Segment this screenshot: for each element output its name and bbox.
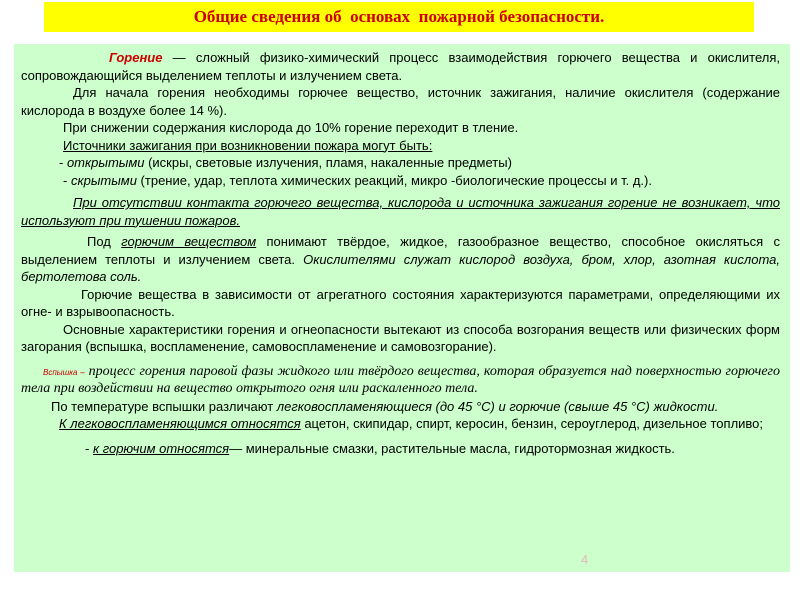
hidden-sources-text: (трение, удар, теплота химических реакций, микро -биологические процессы и т. д.). — [136, 172, 652, 188]
conditions-text: Для начала горения необходимы горючее вещество, источник зажигания, наличие окислителя (содержание кислорода в воздухе более 14 %). — [21, 85, 780, 118]
paragraph-flammable-list — [21, 415, 780, 433]
ignition-sources-heading: Источники зажигания при возникновении пожара могут быть: — [63, 137, 433, 153]
paragraph-combustion-definition — [21, 49, 780, 84]
page-number: 4 — [581, 552, 589, 567]
title-bar — [44, 2, 754, 32]
no-contact-text: При отсутствии контакта горючего вещества, кислорода и источника зажигания горение не возникает, что используют при тушении пожаров. — [21, 195, 780, 228]
combustible-prefix: Под — [87, 234, 122, 249]
list-item-hidden-sources — [21, 172, 780, 190]
main-characteristics-text: Основные характеристики горения и огнеопасности вытекают из способа возгорания веществ или физических форм загорания (вспышка, воспламенение, самовоспламенение и самовозгорание). — [21, 321, 780, 354]
bullet-dash: - — [85, 440, 93, 456]
aggregate-state-text: Горючие вещества в зависимости от агрегатного состояния характеризуются параметрами, определяющими их огне- и взрывоопасность. — [21, 286, 780, 319]
open-sources-text: (искры, световые излучения, пламя, накаленные предметы) — [144, 155, 512, 170]
term-combustible: к горючим относятся — [92, 440, 230, 456]
bullet-dash: - — [63, 172, 71, 188]
term-flammable: К легковоспламеняющимся относятся — [59, 416, 301, 431]
paragraph-combustible-substance — [21, 233, 780, 286]
list-item-open-sources — [21, 154, 780, 172]
combustion-definition-text: — сложный физико-химический процесс взаимодействия горючего вещества и окислителя, сопровождающийся выделением теплоты и излучением света. — [21, 50, 780, 83]
term-hidden: скрытыми — [70, 172, 137, 188]
slide-title: Общие сведения об основах пожарной безопасности. — [193, 7, 605, 26]
paragraph-flash-definition — [21, 364, 780, 397]
flash-definition-text: процесс горения паровой фазы жидкого или твёрдого вещества, которая образуется над поверхностью горючего тела при воздействии на вещество открытого огня или раскаленного тела. — [21, 363, 780, 396]
paragraph-conditions — [21, 84, 780, 119]
bullet-dash: - — [59, 155, 67, 170]
combustible-list-text: — минеральные смазки, растительные масла, гидротормозная жидкость. — [229, 440, 675, 456]
paragraph-aggregate-state — [21, 286, 780, 321]
term-combustible-substance: горючим веществом — [121, 234, 257, 249]
paragraph-flash-temperature — [21, 398, 780, 416]
term-combustion: Горение — [109, 50, 163, 65]
paragraph-main-characteristics — [21, 321, 780, 356]
paragraph-smoldering — [21, 119, 780, 137]
combustible-definition-text: понимают твёрдое, жидкое, газообразное вещество, способное окисляться с выделением теплоты и излучением света. — [21, 234, 780, 267]
paragraph-ignition-sources — [21, 137, 780, 155]
flammable-list-text: ацетон, скипидар, спирт, керосин, бензин, сероуглерод, дизельное топливо; — [300, 416, 764, 431]
term-flash: Вспышка – — [43, 367, 85, 377]
flash-temperature-prefix: По температуре вспышки различают — [51, 398, 277, 414]
content-panel — [14, 44, 790, 572]
term-open: открытыми — [66, 155, 145, 170]
smoldering-text: При снижении содержания кислорода до 10% горение переходит в тление. — [63, 120, 519, 135]
paragraph-no-contact — [21, 194, 780, 229]
paragraph-combustible-list — [21, 440, 780, 458]
flash-temperature-classes: легковоспламеняющиеся (до 45 °С) и горючие (свыше 45 °С) жидкости. — [276, 398, 719, 414]
oxidizers-text: Окислителями служат кислород воздуха, бром, хлор, азотная кислота, бертолетова соль. — [21, 251, 780, 284]
